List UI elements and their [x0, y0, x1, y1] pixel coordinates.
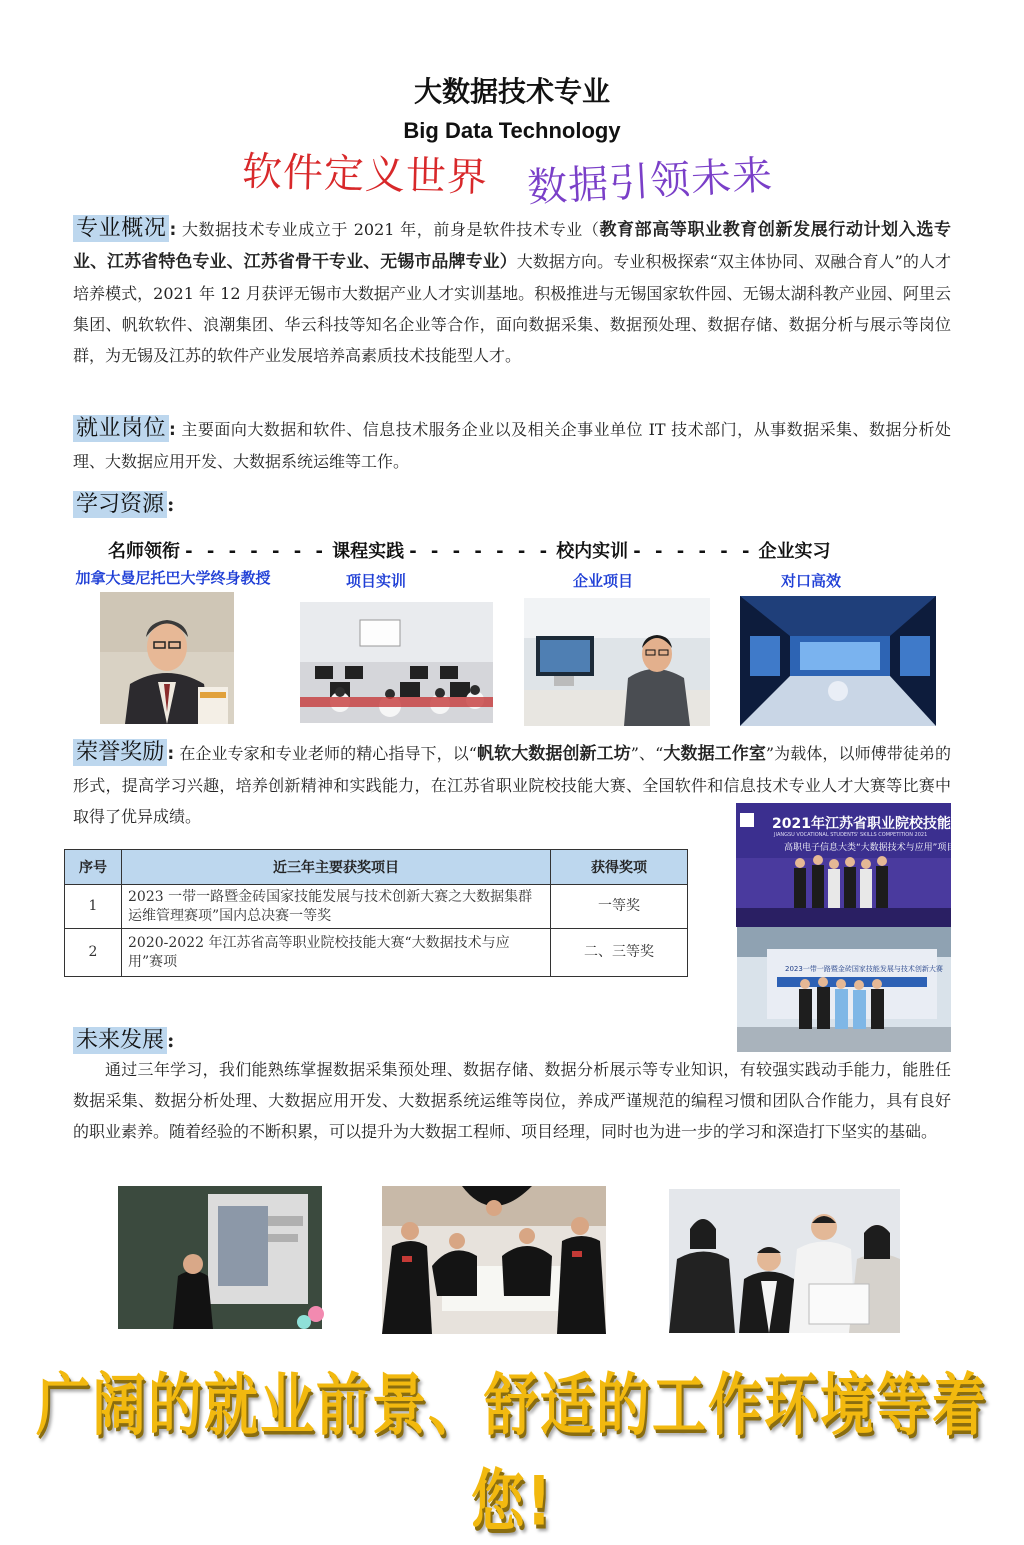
- future-label: 未来发展: [73, 1027, 167, 1054]
- competition-banner-top-en: JIANGSU VOCATIONAL STUDENTS' SKILLS COMPETITION 2021: [774, 832, 928, 838]
- training-photo: [524, 598, 710, 726]
- stage-sublabel-2: 项目实训: [345, 572, 406, 590]
- resources-label: 学习资源: [73, 491, 167, 518]
- resources-flow: [108, 537, 831, 563]
- row-award: 一等奖: [551, 885, 688, 929]
- row-award: 二、三等奖: [551, 929, 688, 977]
- honors-bold-1: 帆软大数据创新工坊: [476, 744, 631, 764]
- overview-section: 专业概况 : 大数据技术专业成立于 2021 年，前身是软件技术专业（教育部高等职业教育创新发展行动计划入选专业、江苏省特色专业、江苏省骨干专业、无锡市品牌专业）大数据方向。专业积极探索“双主体协同、双融合育人”的人才培养模式，2021 年 12 月获评无锡市大数据产业人才实训基地。积极推进与无锡国家软件园、无锡太湖科教产业园、阿里云集团、帆软软件、浪潮集团、华云科技等知名企业等合作，面向数据采集、数据预处理、数据存储、数据分析与展示等岗位群，为无锡及江苏的软件产业发展培养高素质技术技能型人才。: [73, 216, 951, 365]
- stage-sublabel-3: 企业项目: [572, 572, 633, 590]
- page-title: 大数据技术专业: [413, 75, 610, 108]
- col-header-award: 获得奖项: [551, 850, 688, 885]
- professor-photo: [100, 592, 234, 724]
- jobs-label: 就业岗位: [73, 415, 169, 442]
- row-project: 2020-2022 年江苏省高等职业院校技能大赛“大数据技术与应用”赛项: [122, 929, 551, 977]
- competition-banner-top-sub: 高职电子信息大类“大数据技术与应用”项目: [784, 843, 956, 853]
- row-project: 2023 一带一路暨金砖国家技能发展与技术创新大赛之大数据集群运维管理赛项”国内总决赛一等奖: [122, 885, 551, 929]
- stage-2: 课程实践: [332, 541, 405, 562]
- competition-photo-2021: [736, 803, 979, 927]
- future-text: 通过三年学习，我们能熟练掌握数据采集预处理、数据存储、数据分析展示等专业知识，有较强实践动手能力，能胜任数据采集、数据分析处理、大数据应用开发、大数据系统运维等岗位，养成严谨规范的编程习惯和团队合作能力，具有良好的职业素养。随着经验的不断积累，可以提升为大数据工程师、项目经理，同时也为进一步的学习和深造打下坚实的基础。: [73, 1060, 951, 1141]
- col-header-index: 序号: [65, 850, 122, 885]
- honors-text-mid: ”、“: [630, 744, 664, 763]
- slogan-part1: 软件定义世界: [241, 148, 489, 202]
- competition-banner-top: 2021年江苏省职业院校技能大赛: [772, 816, 979, 832]
- stage-dash: - - - - - - -: [185, 541, 327, 562]
- overview-text-bold: 教育部高等职业教育创新发展行动计划入选专业、江苏省特色专业、江苏省骨干专业、无锡市品牌专业）: [73, 220, 951, 272]
- honors-section: 荣誉奖励 : 在企业专家和专业老师的精心指导下，以“帆软大数据创新工坊”、“大数据工作室”为载体，以师傅带徒弟的形式，提高学习兴趣，培养创新精神和实践能力，在江苏省职业院校技能大赛、全国软件和信息技术专业人才大赛等比赛中取得了优异成绩。: [73, 740, 951, 826]
- row-index: 2: [65, 929, 122, 977]
- company-photo: [740, 596, 936, 726]
- honors-text-a: 在企业专家和专业老师的精心指导下，以“: [179, 744, 477, 763]
- jobs-section: 就业岗位 : 主要面向大数据和软件、信息技术服务企业以及相关企事业单位 IT 技术部门，从事数据采集、数据分析处理、大数据应用开发、大数据系统运维等工作。: [73, 416, 951, 471]
- awards-table: [64, 849, 688, 977]
- stage-dash: - - - - - -: [633, 541, 754, 562]
- slogan-part2: 数据引领未来: [526, 152, 775, 212]
- lecture-photo: [118, 1186, 322, 1329]
- competition-photo-2023: [737, 927, 951, 1052]
- stage-1: 名师领衔: [108, 541, 180, 562]
- honors-label: 荣誉奖励: [73, 739, 167, 766]
- table-row: [65, 885, 688, 929]
- honors-text-b: ”为载体，以师傅带徒弟的形式，提高学习兴趣，培养创新精神和实践能力，在江苏省职业院校技能大赛、全国软件和信息技术专业人才大赛等比赛中取得了优异成绩。: [73, 744, 951, 826]
- stage-3: 校内实训: [556, 541, 629, 562]
- teamwork-photo: [382, 1186, 606, 1334]
- future-heading: 未来发展 :: [73, 1023, 174, 1054]
- stage-dash: - - - - - - -: [409, 541, 552, 562]
- awards-header-row: [65, 850, 688, 885]
- stage-sublabel-1: 加拿大曼尼托巴大学终身教授: [75, 569, 271, 587]
- office-photo: [669, 1189, 900, 1333]
- table-row: [65, 929, 688, 977]
- overview-label: 专业概况: [73, 215, 169, 242]
- row-index: 1: [65, 885, 122, 929]
- honors-bold-2: 大数据工作室: [663, 744, 766, 764]
- competition-banner-bottom: 2023一带一路暨金砖国家技能发展与技术创新大赛: [785, 965, 943, 973]
- stage-4: 企业实习: [758, 541, 831, 562]
- stage-sublabel-4: 对口高效: [780, 572, 841, 590]
- overview-text-a: 大数据技术专业成立于 2021 年，前身是软件技术专业（: [181, 220, 600, 239]
- overview-text-b: 大数据方向。专业积极探索“双主体协同、双融合育人”的人才培养模式，2021 年 12 月获评无锡市大数据产业人才实训基地。积极推进与无锡国家软件园、无锡太湖科教产业园、阿里云集团、帆软软件、浪潮集团、华云科技等知名企业等合作，面向数据采集、数据预处理、数据存储、数据分析与展示等岗位群，为无锡及江苏的软件产业发展培养高素质技术技能型人才。: [73, 252, 951, 365]
- jobs-text: 主要面向大数据和软件、信息技术服务企业以及相关企事业单位 IT 技术部门，从事数据采集、数据分析处理、大数据应用开发、大数据系统运维等工作。: [73, 420, 951, 471]
- footer-slogan: 广阔的就业前景、舒适的工作环境等着您!: [36, 1365, 988, 1541]
- page-subtitle: Big Data Technology: [403, 118, 621, 143]
- col-header-project: 近三年主要获奖项目: [122, 850, 551, 885]
- resources-heading: 学习资源 :: [73, 487, 174, 518]
- classroom-photo: [300, 602, 493, 723]
